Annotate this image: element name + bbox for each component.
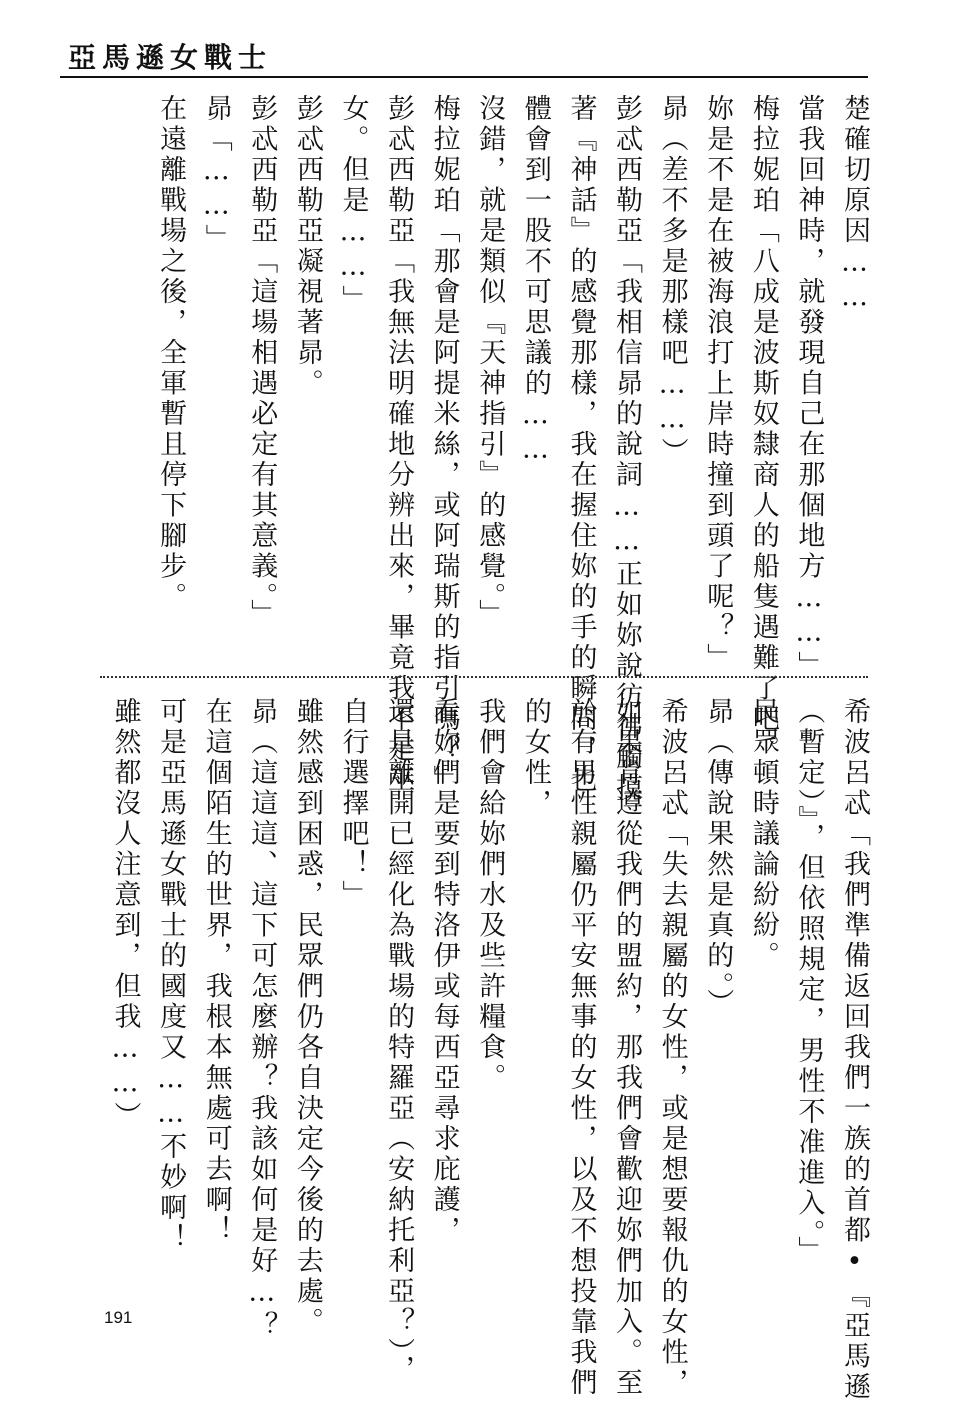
page-title: 亞馬遜女戰士 xyxy=(68,41,273,74)
upper-text-section: 楚確切原因…… 當我回神時，就發現自己在那個地方……」 梅拉妮珀「八成是波斯奴隸商人的船隻遇難了吧。 妳是不是在被海浪打上岸時撞到頭了呢？」 昴（差不多是那樣吧……） 彭忒西勒亞「我相信昴的說詞……正如妳說彷彿觸摸 著『神話』的感覺那樣，我在握住妳的手的瞬間，也 體會到一股不可思議的…… 沒錯，就是類似『天神指引』的感覺。」 梅拉妮珀「那會是阿提米絲，或阿瑞斯的指引嗎？」 彭忒西勒亞「我無法明確地分辨出來，畢竟我不是巫 女。但是……」 彭忒西勒亞凝視著昴。 彭忒西勒亞「這場相遇必定有其意義。」 昴「……」 在遠離戰場之後，全軍暫且停下腳步。 xyxy=(155,94,870,804)
lower-text-section: 希波呂忒「我們準備返回我們一族的首都•『亞馬遜 （暫定）』，但依照規定，男性不准進入。」 民眾頓時議論紛紛。 昴（傳說果然是真的。） 希波呂忒「失去親屬的女性，或是想要報仇的女性， 如果肯遵從我們的盟約，那我們會歡迎妳們加入。至 於有男性親屬仍平安無事的女性，以及不想投靠我們 的女性， 我們會給妳們水及些許糧食。 看妳們是要到特洛伊或每西亞尋求庇護， 還是離開已經化為戰場的特羅亞（安納托利亞？）， 自行選擇吧！」 雖然感到困惑，民眾們仍各自決定今後的去處。 昴（這這這、這下可怎麼辦？我該如何是好…？ 在這個陌生的世界，我根本無處可去啊！ 可是亞馬遜女戰士的國度又……不妙啊！ 雖然都沒人注意到，但我……） xyxy=(109,697,870,1403)
header-divider xyxy=(60,76,868,78)
page-number: 191 xyxy=(104,1308,133,1327)
section-divider xyxy=(100,676,868,678)
